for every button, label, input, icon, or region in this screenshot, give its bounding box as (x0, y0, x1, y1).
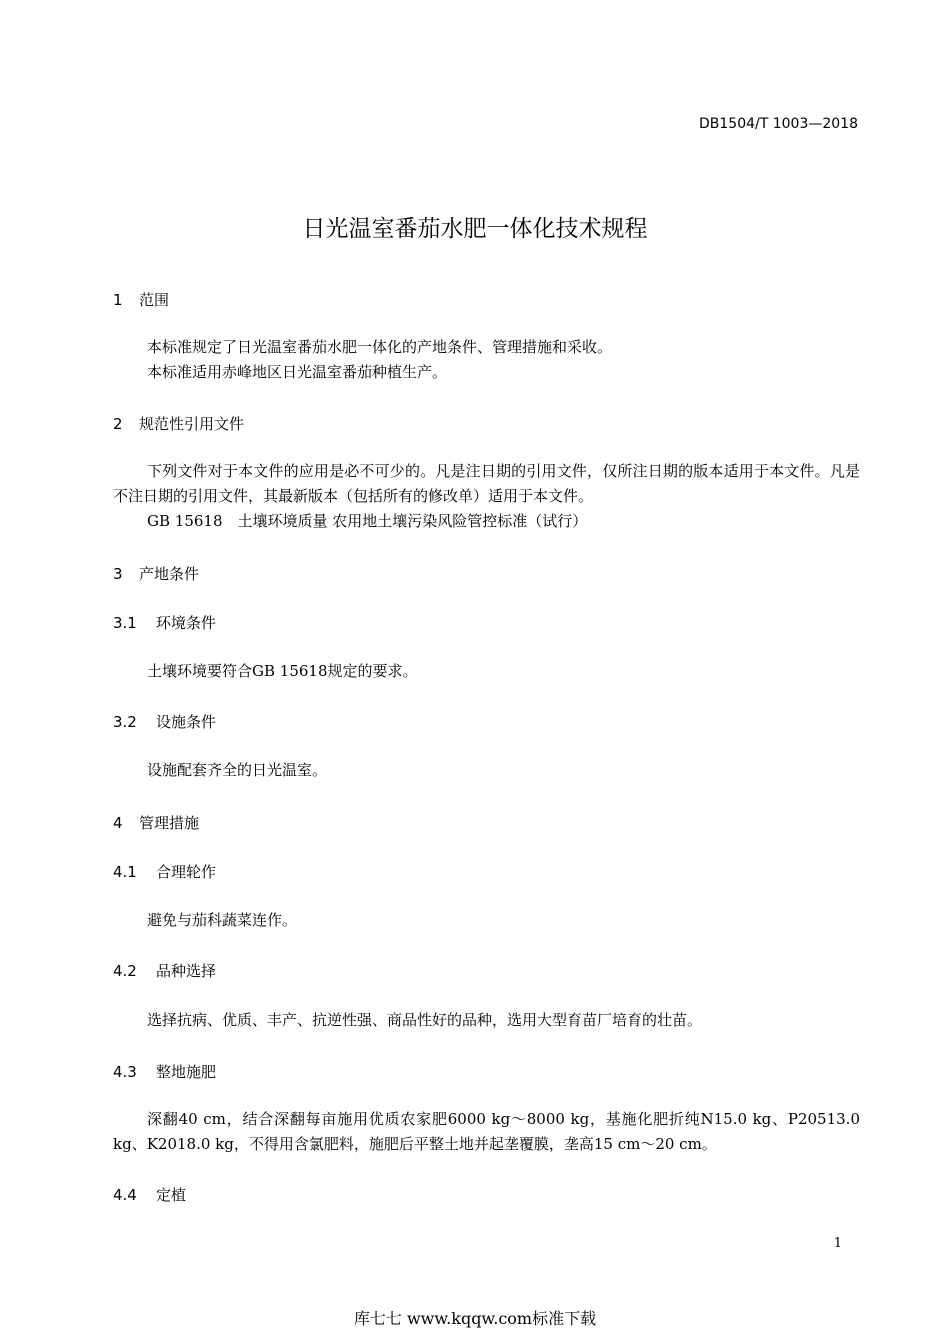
paragraph: 设施配套齐全的日光温室。 (147, 761, 328, 779)
paragraph: 下列文件对于本文件的应用是必不可少的。凡是注日期的引用文件，仅所注日期的版本适用于本文件。凡是不注日期的引用文件，其最新版本（包括所有的修改单）适用于本文件。 (113, 462, 860, 505)
section-number: 4.1 (113, 863, 137, 881)
section-number: 4 (113, 814, 123, 832)
section-number: 3.1 (113, 614, 137, 632)
section-heading-4 (113, 812, 199, 833)
section-number: 4.4 (113, 1186, 137, 1204)
page-number: 1 (833, 1236, 842, 1251)
paragraph: 土壤环境要符合GB 15618规定的要求。 (147, 662, 418, 680)
paragraph: 深翻40 cm，结合深翻每亩施用优质农家肥6000 kg～8000 kg，基施化肥折纯N15.0 kg、P20513.0 kg、K2018.0 kg，不得用含氯肥料，施肥后平整土地并起垄覆膜，垄高15 cm～20 cm。 (113, 1110, 860, 1153)
section-number: 2 (113, 415, 123, 433)
paragraph: 本标准规定了日光温室番茄水肥一体化的产地条件、管理措施和采收。 (147, 338, 613, 356)
section-number: 4.3 (113, 1063, 137, 1081)
section-title: 环境条件 (156, 614, 217, 632)
section-title: 设施条件 (156, 713, 217, 731)
section-4-1-body (113, 908, 860, 933)
section-heading-2 (113, 413, 244, 434)
section-title: 管理措施 (139, 814, 200, 832)
section-title: 定植 (156, 1186, 187, 1204)
section-heading-3 (113, 563, 199, 584)
paragraph: 本标准适用赤峰地区日光温室番茄种植生产。 (147, 363, 448, 381)
section-title: 整地施肥 (156, 1063, 217, 1081)
section-4-2-body (113, 1008, 860, 1033)
section-heading-4-4 (113, 1184, 186, 1205)
section-heading-3-1 (113, 612, 216, 633)
paragraph: 避免与茄科蔬菜连作。 (147, 911, 298, 929)
watermark-text: 库七七 www.kqqw.com标准下载 (353, 1309, 597, 1328)
section-heading-1 (113, 289, 169, 310)
standard-code: DB1504/T 1003—2018 (699, 116, 858, 132)
section-title: 规范性引用文件 (139, 415, 245, 433)
section-heading-4-1 (113, 861, 216, 882)
section-title: 合理轮作 (156, 863, 217, 881)
paragraph: 选择抗病、优质、丰产、抗逆性强、商品性好的品种，选用大型育苗厂培育的壮苗。 (147, 1011, 703, 1029)
reference-entry: GB 15618 土壤环境质量 农用地土壤污染风险管控标准（试行） (147, 512, 588, 530)
section-number: 4.2 (113, 962, 137, 980)
section-3-2-body (113, 758, 860, 783)
section-heading-3-2 (113, 711, 216, 732)
document-title: 日光温室番茄水肥一体化技术规程 (302, 216, 648, 242)
section-number: 3.2 (113, 713, 137, 731)
section-heading-4-3 (113, 1061, 216, 1082)
section-3-1-body (113, 659, 860, 684)
section-1-body (113, 335, 860, 385)
section-title: 产地条件 (139, 565, 200, 583)
section-4-3-body (113, 1107, 860, 1157)
section-number: 1 (113, 291, 123, 309)
section-title: 品种选择 (156, 962, 217, 980)
section-number: 3 (113, 565, 123, 583)
section-heading-4-2 (113, 960, 216, 981)
section-title: 范围 (139, 291, 170, 309)
section-2-body (113, 459, 860, 534)
